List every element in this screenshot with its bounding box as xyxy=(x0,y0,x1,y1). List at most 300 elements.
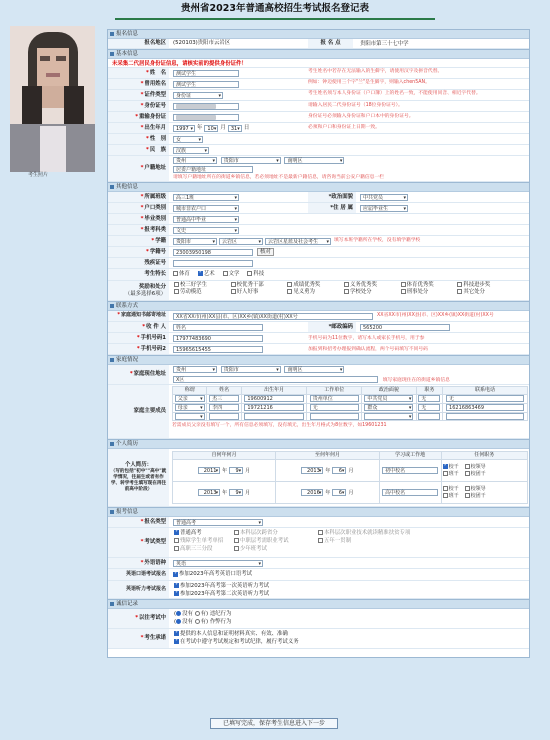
section-title: 家庭情况 xyxy=(116,356,139,363)
award-label: 科技进步奖 xyxy=(463,282,491,288)
table-cell xyxy=(362,395,417,404)
award-option xyxy=(457,282,514,288)
exam-cat-label: 中职层考需职业考试 xyxy=(240,538,289,545)
subject-label: 报考科类 xyxy=(144,226,166,233)
section-title: 报考信息 xyxy=(116,508,139,515)
job-checkbox[interactable] xyxy=(443,464,448,469)
foreign-lang-label: 外语语种 xyxy=(144,559,166,566)
exam-cat-checkbox[interactable] xyxy=(318,530,323,535)
month-unit: 月 xyxy=(220,124,226,131)
exam-cat-option xyxy=(234,546,318,552)
resume-label: 个人简历： xyxy=(125,462,152,469)
hukou-province-select[interactable]: 贵州 ▾ xyxy=(173,157,217,164)
table-cell xyxy=(416,395,442,404)
verify-button[interactable]: 核对 xyxy=(257,248,274,256)
talent-checkbox[interactable] xyxy=(173,271,178,276)
table-cell xyxy=(207,403,241,412)
site-label: 报名地区 xyxy=(108,39,169,48)
name-note-3: 考生姓名须与本人身份证（户口簿）上的姓名一致，不能使用同音、相近字代替。 xyxy=(308,91,481,96)
talent-checkbox[interactable] xyxy=(198,271,203,276)
family-members-table xyxy=(172,386,528,421)
table-cell xyxy=(441,482,527,504)
exam-cat-option xyxy=(234,538,318,544)
table-header-cell: 至何年何月 xyxy=(276,452,379,460)
violation-yes-label: 有 xyxy=(200,611,207,617)
family-addr-input[interactable]: X区 xyxy=(173,376,378,383)
table-cell xyxy=(307,395,362,404)
exam-cat-label: 考试类型 xyxy=(144,539,166,546)
listen1-checkbox[interactable] xyxy=(174,583,179,588)
political-label: 政治面貌 xyxy=(331,193,353,200)
exam-cat-checkbox[interactable] xyxy=(174,538,179,543)
talent-options xyxy=(169,269,272,280)
month-select[interactable]: 6 ▾ xyxy=(332,489,346,496)
table-header-cell: 出生年月 xyxy=(241,387,307,395)
table-cell xyxy=(441,460,527,482)
talent-option xyxy=(198,271,215,277)
section-family: 家庭情况 * 家庭现住地址 贵州 ▾ 贵阳市 ▾ 南明区 ▾ X区 填写家庭现住在的街道乡镇信息 家庭主要成员 称谓 姓名 出生年月 工作单位 政治面貌 职务 联系电话 父亲 ▾ 杰三 19600912 贵州单位 中共党员 ▾ 无 无 母亲 ▾ 李四 19721216 无 群众 ▾ 无 16216863469 ▾ ▾ 若需成员父亲没有填写一个，所有信息必须填写，没有填无，出生年月格式为8位数字，如19601231 xyxy=(108,355,529,439)
family-cell-input[interactable]: 无 xyxy=(418,404,440,411)
birth-month-select[interactable]: 10 ▾ xyxy=(204,125,218,132)
section-title: 联系方式 xyxy=(116,302,139,309)
year-select[interactable]: 2016 ▾ xyxy=(301,489,323,496)
school-label: 学籍 xyxy=(155,237,166,244)
family-province-select[interactable]: 贵州 ▾ xyxy=(173,366,217,373)
subject-select[interactable]: 文史 ▾ xyxy=(173,227,239,234)
award-label: 奖励和处分 xyxy=(139,284,166,291)
phone1-label: 手机号码1 xyxy=(140,334,166,341)
day-unit: 日 xyxy=(243,124,250,131)
year-unit: 年 xyxy=(325,489,331,496)
family-addr-note: 填写家庭现住在的街道乡镇信息 xyxy=(382,378,450,383)
resume-sublabel: （写的包括"初中""高中"就学情况，往届生或者有作学、转学考生填写现在再往前高中阶段） xyxy=(110,468,167,492)
table-row xyxy=(173,482,528,504)
section-registration xyxy=(108,30,529,49)
job-checkbox[interactable] xyxy=(465,464,470,469)
table-cell xyxy=(173,460,276,482)
family-cell-input[interactable] xyxy=(446,413,524,420)
family-cell-input[interactable]: 中共党员 ▾ xyxy=(364,395,413,402)
year-select[interactable]: 2013 ▾ xyxy=(198,489,220,496)
reg-row xyxy=(108,39,529,49)
site-value: (520103)贵阳市云岩区 xyxy=(173,40,231,47)
section-title: 诚信记录 xyxy=(116,600,139,607)
table-cell xyxy=(207,395,241,404)
table-cell xyxy=(443,403,528,412)
job-label: 校干 xyxy=(448,463,459,470)
grad-select[interactable]: 普通高中毕业 ▾ xyxy=(173,216,239,223)
award-label: 义务优秀奖 xyxy=(350,282,377,288)
family-cell-input[interactable] xyxy=(364,413,413,420)
post-input[interactable]: 565200 xyxy=(360,324,450,331)
page-title: 贵州省2023年普通高校招生考试报名登记表 xyxy=(181,3,369,14)
idno-label: 身份证号 xyxy=(144,102,166,109)
hukou-city-select[interactable]: 贵阳市 ▾ xyxy=(221,157,281,164)
award-checkbox[interactable] xyxy=(344,282,349,287)
award-option xyxy=(174,282,231,288)
name-label: 姓 名 xyxy=(149,69,166,76)
violation-yes-radio[interactable] xyxy=(195,611,200,616)
year-unit: 年 xyxy=(222,489,228,496)
hukou-label: 户籍地址 xyxy=(144,165,166,172)
exam-cat-checkbox[interactable] xyxy=(174,530,179,535)
family-cell-input[interactable] xyxy=(310,413,359,420)
listen2-checkbox[interactable] xyxy=(174,591,179,596)
job-line xyxy=(443,471,526,478)
phone2-input[interactable]: 15965615455 xyxy=(173,346,263,353)
family-cell-input[interactable] xyxy=(418,413,440,420)
printname-label: 曾用姓名 xyxy=(144,80,166,87)
cheat-yes-label: 有 xyxy=(200,619,207,626)
studentno-label: 学籍号 xyxy=(149,248,166,255)
promise1-checkbox[interactable] xyxy=(174,631,179,636)
political-select[interactable]: 中共党员 ▾ xyxy=(360,194,408,201)
talent-label: 科技 xyxy=(253,271,265,278)
family-cell-input[interactable]: 群众 ▾ xyxy=(364,404,413,411)
table-cell xyxy=(173,395,207,404)
cheat-text: 作弊行为 xyxy=(209,619,232,626)
table-cell xyxy=(362,403,417,412)
mail-label: 家庭通知书邮寄地址 xyxy=(120,312,166,319)
award-option xyxy=(231,282,288,288)
birth-year-select[interactable]: 1997 ▾ xyxy=(173,125,195,132)
talent-option xyxy=(173,271,190,277)
table-row xyxy=(173,403,528,412)
cheat-yes-radio[interactable] xyxy=(195,619,200,624)
award-option xyxy=(174,289,231,295)
section-resume xyxy=(108,439,529,507)
job-label: 校领导 xyxy=(470,485,486,492)
job-line xyxy=(443,464,526,471)
exam-cat-option xyxy=(234,530,318,536)
job-checkbox[interactable] xyxy=(443,486,448,491)
table-header-cell: 政治面貌 xyxy=(362,387,417,395)
student-photo xyxy=(10,26,95,172)
school-city-select[interactable]: 贵阳市 ▾ xyxy=(173,238,217,245)
table-cell xyxy=(379,482,441,504)
job-checkbox[interactable] xyxy=(443,471,448,476)
section-title: 个人简历 xyxy=(116,440,139,447)
award-label: 其它处分 xyxy=(463,289,485,296)
exam-cat-options xyxy=(174,530,514,553)
table-header-cell: 联系电话 xyxy=(443,387,528,395)
month-unit: 月 xyxy=(348,467,354,474)
job-label: 校团干 xyxy=(470,492,486,499)
award-label: 校优秀干部 xyxy=(236,282,264,288)
table-header-cell: 工作单位 xyxy=(307,387,362,395)
family-cell-input[interactable]: 19600912 xyxy=(244,395,303,402)
table-cell xyxy=(173,482,276,504)
table-header-row xyxy=(173,387,528,395)
table-cell xyxy=(416,412,442,421)
cheat-no-label: 没有 xyxy=(182,619,193,626)
sex-label: 性 别 xyxy=(149,135,166,142)
idno2-input[interactable] xyxy=(173,114,239,121)
award-option xyxy=(344,282,401,288)
month-unit: 月 xyxy=(245,489,251,496)
exam-cat-option xyxy=(318,530,448,536)
submit-button[interactable]: 已填写完成，保存考生信息进入下一步 xyxy=(210,718,338,729)
exam-cat-label: 高职三三分段 xyxy=(180,546,213,553)
job-label: 班干 xyxy=(448,470,459,477)
family-cell-input[interactable]: 李四 xyxy=(209,404,239,411)
talent-checkbox[interactable] xyxy=(247,271,252,276)
exam-type-select[interactable]: 普通高考 ▾ xyxy=(173,519,263,526)
recv-label: 收 件 人 xyxy=(146,323,166,330)
talent-option xyxy=(247,271,264,277)
award-option xyxy=(401,282,458,288)
award-checkbox[interactable] xyxy=(287,282,292,287)
table-cell xyxy=(362,412,417,421)
table-cell xyxy=(241,395,307,404)
award-label: 成绩优秀奖 xyxy=(293,282,321,288)
table-row xyxy=(173,460,528,482)
idno2-note: 身份证号必须输入身份证和户口本中的身份证号。 xyxy=(308,114,414,119)
exam-cat-checkbox[interactable] xyxy=(234,530,239,535)
table-header-row xyxy=(173,452,528,460)
job-checkbox[interactable] xyxy=(465,471,470,476)
birth-note: 必须和户口和身份证上日期一致。 xyxy=(308,125,380,130)
table-cell xyxy=(416,403,442,412)
job-label: 校干 xyxy=(448,485,459,492)
promise2-text: 在考试中遵守考试规定和考试纪律，履行考试义务 xyxy=(180,639,299,646)
job-checkbox[interactable] xyxy=(465,493,470,498)
exam-cat-label: 本科层次职业技术就读精准扶贫专项 xyxy=(324,530,411,536)
family-cell-input[interactable] xyxy=(244,413,303,420)
family-cell-input[interactable]: 贵州单位 xyxy=(310,395,359,402)
family-cell-input[interactable]: 19721216 xyxy=(244,404,303,411)
family-cell-input[interactable] xyxy=(175,413,205,420)
talent-label: 艺术 xyxy=(203,271,215,278)
family-cell-input[interactable]: 杰三 xyxy=(209,395,239,402)
award-label: 体育优秀奖 xyxy=(406,282,434,288)
table-row xyxy=(173,412,528,421)
year-unit: 年 xyxy=(222,467,228,474)
table-header-cell: 姓名 xyxy=(207,387,241,395)
point-value: 贵阳市第三十七中学 xyxy=(360,41,409,47)
family-cell-input[interactable]: 无 xyxy=(310,404,359,411)
nation-select[interactable]: 汉族 ▾ xyxy=(173,147,209,154)
nation-label: 民 族 xyxy=(149,146,166,153)
job-label: 班干 xyxy=(448,492,459,499)
table-header-cell: 职务 xyxy=(416,387,442,395)
cheat-no-radio[interactable] xyxy=(176,619,181,624)
table-header-cell: 学习或工作地 xyxy=(379,452,441,460)
award-option xyxy=(287,282,344,288)
family-note: 若需成员父亲没有填写一个，所有信息必须填写，没有填无，出生年月格式为8位数字，如19601231 xyxy=(172,423,387,429)
award-checkbox[interactable] xyxy=(401,282,406,287)
table-cell xyxy=(241,403,307,412)
idno2-label: 重输身份证 xyxy=(139,113,166,120)
section-other: 其他信息 * 所属班级 高三1班 ▾ * 政治面貌 中共党员 ▾ * 户口类别 城市非农户口 ▾ * 住 居 属 应届毕业生 ▾ * 毕业类别 普通高中毕业 ▾ * 报考科类 文史 ▾ * 学籍 贵阳市 ▾ 云岩区 ▾ 云岩区星蓝及社会考生 ▾ 填写本班学籍所在学校，没有填学籍学校 * 学籍号 23003950198 核对 残疾证号 考生特长 体育 ✓ 艺术 文学 科技 奖励和处分 （最多选择6项） 校三好学生 校优秀干部 成绩优秀奖 义务优秀奖 体育优秀奖 科技进步奖 劳动模范 好人好事 见义勇为 学校处分 刑事处分 其它处分 xyxy=(108,182,529,301)
award-option xyxy=(457,289,514,295)
oral-text: 参加2023年高考英语口语考试 xyxy=(179,571,253,578)
award-label: 好人好事 xyxy=(236,289,259,296)
place-input[interactable]: 初中校名 xyxy=(382,467,438,474)
hukou-district-select[interactable]: 南明区 ▾ xyxy=(284,157,344,164)
family-cell-input[interactable] xyxy=(209,413,239,420)
family-cell-input[interactable]: 父亲 ▾ xyxy=(175,395,205,402)
job-line xyxy=(443,486,526,493)
year-unit: 年 xyxy=(197,124,203,131)
mail-note: XX省XX市(州)XX县(市、区)XX乡(镇)XX街道(村)XX号 xyxy=(377,313,494,318)
ssn-input[interactable] xyxy=(173,260,253,267)
exam-cat-checkbox[interactable] xyxy=(174,546,179,551)
table-header-cell: 称谓 xyxy=(173,387,207,395)
table-cell xyxy=(307,412,362,421)
mail-input[interactable]: XX省XX市(州)XX县(市、区)XX乡(镇)XX街道(村)XX号 xyxy=(173,313,373,320)
table-cell xyxy=(379,460,441,482)
place-input[interactable]: 高中校名 xyxy=(382,489,438,496)
studentno-input[interactable]: 23003950198 xyxy=(173,249,253,256)
table-cell xyxy=(173,403,207,412)
promise2-checkbox[interactable] xyxy=(174,639,179,644)
name-input[interactable]: 测试学生 xyxy=(173,70,239,77)
table-cell xyxy=(241,412,307,421)
month-select[interactable]: 9 ▾ xyxy=(229,467,243,474)
school-district-select[interactable]: 云岩区 ▾ xyxy=(219,238,263,245)
award-option xyxy=(344,289,401,295)
month-select[interactable]: 9 ▾ xyxy=(229,489,243,496)
listen-label: 英语听力考试报名 xyxy=(125,585,166,592)
award-checkbox[interactable] xyxy=(174,282,179,287)
family-cell-input[interactable]: 无 xyxy=(446,395,524,402)
award-checkbox[interactable] xyxy=(401,289,406,294)
violation-no-radio[interactable] xyxy=(176,611,181,616)
award-checkbox[interactable] xyxy=(457,289,462,294)
point-label: 报 名 点 xyxy=(308,39,353,48)
hukou-note: 请填写户籍地址所在的街道乡镇信息，若必须地址不是最新户籍信息，请咨询当前公安户籍信息一栏 xyxy=(173,175,385,180)
idno-input[interactable] xyxy=(173,103,239,110)
table-cell xyxy=(276,482,379,504)
hukou-detail-input[interactable]: 居委户籍地址 xyxy=(173,166,253,173)
violation-text: 违纪行为 xyxy=(209,611,232,617)
phone2-label: 手机号码2 xyxy=(140,345,166,352)
award-checkbox[interactable] xyxy=(174,289,179,294)
exam-cat-checkbox[interactable] xyxy=(234,546,239,551)
table-cell xyxy=(443,412,528,421)
job-checkbox[interactable] xyxy=(465,486,470,491)
section-contact: 联系方式 * 家庭通知书邮寄地址 XX省XX市(州)XX县(市、区)XX乡(镇)XX街道(村)XX号 XX省XX市(州)XX县(市、区)XX乡(镇)XX街道(村)XX号 * 收 件 人 姓名 * 邮政编码 565200 * 手机号码1 17977483690 手机号码为11位数字，请写本人或家长手机号，用于参 * 手机号码2 15965615455 加报到和招考办理报到确认流程，两个号码填写不同号码 xyxy=(108,301,529,355)
table-row xyxy=(173,395,528,404)
award-checkbox[interactable] xyxy=(287,289,292,294)
grad-label: 毕业类别 xyxy=(144,215,166,222)
table-header-cell: 任何职务 xyxy=(441,452,527,460)
family-members-label: 家庭主要成员 xyxy=(133,408,166,415)
exam-cat-checkbox[interactable] xyxy=(234,538,239,543)
listen1-text: 参加2023年高考第一次英语听力考试 xyxy=(180,583,270,589)
exam-type-label: 报名类型 xyxy=(144,518,166,525)
title-underline xyxy=(115,18,435,20)
talent-option xyxy=(223,271,240,277)
sex-select[interactable]: 女 ▾ xyxy=(173,136,203,143)
table-cell xyxy=(207,412,241,421)
registration-form xyxy=(107,29,530,658)
talent-label: 考生特长 xyxy=(144,271,166,278)
resident-select[interactable]: 应届毕业生 ▾ xyxy=(360,205,408,212)
talent-label: 文学 xyxy=(228,271,240,278)
section-honesty: 诚信记录 * 以往考试中 ( 没有 有) 违纪行为 ( 没有 有) 作弊行为 * 考生承诺 ✓提供的本人信息和证明材料真实、有效、准确 ✓在考试中遵守考试规定和考试纪律，履行考试义务 xyxy=(108,599,529,657)
recv-input[interactable]: 姓名 xyxy=(173,324,263,331)
exam-cat-option xyxy=(174,530,234,536)
award-checkbox[interactable] xyxy=(231,282,236,287)
class-label: 所属班级 xyxy=(144,193,166,200)
idtype-label: 证件类型 xyxy=(144,91,166,98)
family-cell-input[interactable]: 母亲 ▾ xyxy=(175,404,205,411)
award-sublabel: （最多选择6项） xyxy=(124,290,166,297)
exam-cat-label: 本科层次跨省分 xyxy=(240,530,278,536)
birth-label: 出生年月 xyxy=(144,124,166,131)
talent-checkbox[interactable] xyxy=(223,271,228,276)
year-select[interactable]: 2013 ▾ xyxy=(301,467,323,474)
phone2-note: 加报到和招考办理报到确认流程，两个号码填写不同号码 xyxy=(308,347,428,352)
job-checkbox[interactable] xyxy=(443,493,448,498)
oral-checkbox[interactable] xyxy=(173,572,178,577)
exam-cat-label: 普通高考 xyxy=(180,530,202,536)
year-select[interactable]: 2011 ▾ xyxy=(198,467,220,474)
award-checkbox[interactable] xyxy=(457,282,462,287)
award-label: 校三好学生 xyxy=(180,282,207,288)
section-basic: 基本信息 未采集二代居民身份证信息，请核实前的提供身份证件！ * 姓 名 测试学生 考生姓名中若存在无法输入的生僻字，请使用汉字及拼音代替。 * 曾用姓名 测试学生 例如：钟迈使用三个字"兰"是生僻字，则输入chen5AN。 * 证件类型 身份证 ▾ 考生姓名须与本人身份证（户口簿）上的姓名一致，不能使用同音、相近字代替。 * 身份证号 请输入居民二代身份证号（18位身份证号）。 * 重输身份证 身份证号必须输入身份证和户口本中的身份证号。 * 出生年月 1997 ▾ 年 10 ▾ 月 31 ▾ 日 必须和户口和身份证上日期一致。 * 性 别 女 ▾ * 民 族 汉族 ▾ * 户籍地址 贵州 ▾ 贵阳市 ▾ 南明区 ▾ 居委户籍地址 请填写户籍地址所在的街道乡镇信息，若必须地址不是最新户籍信息，请咨询当前公安户籍信息一栏 xyxy=(108,49,529,182)
resume-table xyxy=(172,451,528,504)
talent-label: 体育 xyxy=(179,271,190,278)
phone1-note: 手机号码为11位数字，请写本人或家长手机号，用于参 xyxy=(308,336,425,341)
family-cell-input[interactable]: 16216863469 xyxy=(446,404,524,411)
award-option xyxy=(231,289,288,295)
award-checkbox[interactable] xyxy=(344,289,349,294)
promise1-text: 提供的本人信息和证明材料真实、有效、准确 xyxy=(180,631,288,637)
job-label: 校团干 xyxy=(470,470,486,477)
name-note-2: 例如：钟迈使用三个字"兰"是生僻字，则输入chen5AN。 xyxy=(308,80,430,85)
job-line xyxy=(443,493,526,500)
table-cell xyxy=(443,395,528,404)
family-city-select[interactable]: 贵阳市 ▾ xyxy=(221,366,281,373)
family-cell-input[interactable]: 无 xyxy=(418,395,440,402)
exam-cat-label: 少年班考试 xyxy=(240,546,267,553)
past-exam-label: 以往考试中 xyxy=(139,615,166,622)
job-label: 校领导 xyxy=(470,463,486,470)
table-cell xyxy=(173,412,207,421)
family-district-select[interactable]: 南明区 ▾ xyxy=(284,366,344,373)
section-title: 其他信息 xyxy=(116,183,139,190)
year-unit: 年 xyxy=(325,467,331,474)
name-note-1: 考生姓名中若存在无法输入的生僻字，请使用汉字及拼音代替。 xyxy=(308,69,443,74)
month-select[interactable]: 6 ▾ xyxy=(332,467,346,474)
class-select[interactable]: 高三1班 ▾ xyxy=(173,194,239,201)
listen2-text: 参加2023年高考第二次英语听力考试 xyxy=(180,591,270,598)
award-checkbox[interactable] xyxy=(231,289,236,294)
table-header-cell: 自何年何月 xyxy=(173,452,276,460)
phone1-input[interactable]: 17977483690 xyxy=(173,335,263,342)
foreign-lang-select[interactable]: 英语 ▾ xyxy=(173,560,263,567)
exam-cat-checkbox[interactable] xyxy=(318,538,323,543)
hukou-type-select[interactable]: 城市非农户口 ▾ xyxy=(173,205,239,212)
printname-input[interactable]: 测试学生 xyxy=(173,81,239,88)
month-unit: 月 xyxy=(348,489,354,496)
exam-cat-label: 残障学生单考单招 xyxy=(180,538,224,545)
hukou-type-label: 户口类别 xyxy=(144,204,166,211)
exam-cat-option xyxy=(174,538,234,544)
resident-label: 住 居 属 xyxy=(333,204,353,211)
photo-caption: 考生照片 xyxy=(28,172,49,178)
award-label: 见义勇为 xyxy=(293,289,315,296)
award-label: 刑事处分 xyxy=(406,289,429,296)
birth-day-select[interactable]: 31 ▾ xyxy=(228,125,242,132)
violation-no-label: 没有 xyxy=(182,611,193,617)
school-name-select[interactable]: 云岩区星蓝及社会考生 ▾ xyxy=(265,238,331,245)
post-label: 邮政编码 xyxy=(331,323,353,330)
idtype-select[interactable]: 身份证 ▾ xyxy=(173,92,223,99)
